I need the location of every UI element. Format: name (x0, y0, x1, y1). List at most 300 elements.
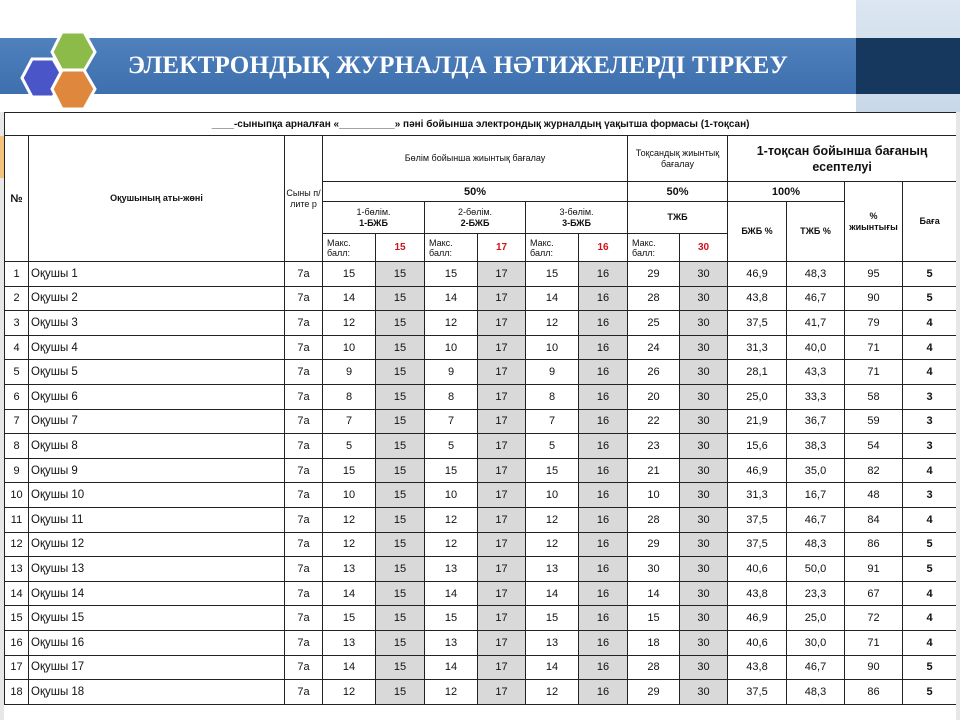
table-caption: ____-сыныпқа арналған «__________» пәні бойынша электрондық журналдың үақытша формасы (1-тоқсан) (5, 113, 957, 136)
score-section-1: 12 (323, 507, 376, 532)
final-grade: 5 (903, 557, 957, 582)
score-section-2: 7 (425, 409, 478, 434)
score-tjb: 24 (628, 335, 680, 360)
score-tjb: 28 (628, 286, 680, 311)
score-section-2: 15 (425, 262, 478, 287)
final-grade: 5 (903, 262, 957, 287)
class-letter: 7а (285, 360, 323, 385)
row-number: 9 (5, 458, 29, 483)
header-section-group: Бөлім бойынша жиынтық бағалау (323, 136, 628, 182)
max-section-3: 16 (579, 581, 628, 606)
score-section-1: 12 (323, 311, 376, 336)
row-number: 12 (5, 532, 29, 557)
max-section-3: 16 (579, 434, 628, 459)
bjb-percent: 37,5 (728, 507, 787, 532)
maks-label-2: Макс. балл: (425, 234, 478, 262)
table-row (5, 630, 957, 655)
total-percent: 67 (845, 581, 903, 606)
score-tjb: 30 (628, 557, 680, 582)
score-section-3: 15 (526, 606, 579, 631)
score-section-1: 12 (323, 680, 376, 705)
student-name: Оқушы 2 (29, 286, 285, 311)
header-section-1: 1-бөлім. 1-БЖБ (323, 202, 425, 234)
final-grade: 5 (903, 286, 957, 311)
header-class: Сыны п/лите р (285, 136, 323, 262)
bjb-percent: 31,3 (728, 483, 787, 508)
max-section-3: 16 (579, 630, 628, 655)
score-section-2: 9 (425, 360, 478, 385)
score-section-2: 5 (425, 434, 478, 459)
row-number: 10 (5, 483, 29, 508)
table-row (5, 458, 957, 483)
final-grade: 4 (903, 630, 957, 655)
max-score-3: 16 (579, 234, 628, 262)
bjb-percent: 40,6 (728, 557, 787, 582)
final-grade: 3 (903, 409, 957, 434)
max-section-1: 15 (376, 286, 425, 311)
class-letter: 7а (285, 606, 323, 631)
max-section-2: 17 (478, 262, 526, 287)
max-section-1: 15 (376, 384, 425, 409)
header-tjb: ТЖБ (628, 202, 728, 234)
score-section-1: 14 (323, 286, 376, 311)
score-tjb: 23 (628, 434, 680, 459)
score-tjb: 26 (628, 360, 680, 385)
tjb-percent: 23,3 (787, 581, 845, 606)
score-section-2: 15 (425, 606, 478, 631)
total-percent: 58 (845, 384, 903, 409)
table-row (5, 384, 957, 409)
max-section-1: 15 (376, 655, 425, 680)
bjb-percent: 43,8 (728, 581, 787, 606)
table-row (5, 507, 957, 532)
bjb-percent: 21,9 (728, 409, 787, 434)
student-name: Оқушы 14 (29, 581, 285, 606)
score-section-1: 7 (323, 409, 376, 434)
max-section-1: 15 (376, 311, 425, 336)
max-section-1: 15 (376, 483, 425, 508)
student-name: Оқушы 10 (29, 483, 285, 508)
max-section-2: 17 (478, 483, 526, 508)
total-percent: 82 (845, 458, 903, 483)
max-section-2: 17 (478, 581, 526, 606)
tjb-percent: 48,3 (787, 680, 845, 705)
score-section-2: 12 (425, 507, 478, 532)
score-section-1: 8 (323, 384, 376, 409)
student-rows (5, 262, 957, 705)
max-score-tjb: 30 (680, 234, 728, 262)
student-name: Оқушы 17 (29, 655, 285, 680)
max-section-3: 16 (579, 311, 628, 336)
max-tjb: 30 (680, 335, 728, 360)
max-section-1: 15 (376, 335, 425, 360)
max-tjb: 30 (680, 655, 728, 680)
max-section-2: 17 (478, 606, 526, 631)
table-row (5, 557, 957, 582)
score-section-1: 15 (323, 606, 376, 631)
student-name: Оқушы 3 (29, 311, 285, 336)
table-row (5, 483, 957, 508)
score-tjb: 10 (628, 483, 680, 508)
final-grade: 5 (903, 655, 957, 680)
table-row (5, 409, 957, 434)
score-section-3: 10 (526, 483, 579, 508)
max-section-3: 16 (579, 557, 628, 582)
student-name: Оқушы 12 (29, 532, 285, 557)
bjb-percent: 46,9 (728, 262, 787, 287)
score-section-3: 15 (526, 262, 579, 287)
table-row (5, 311, 957, 336)
score-section-3: 10 (526, 335, 579, 360)
student-name: Оқушы 15 (29, 606, 285, 631)
score-tjb: 29 (628, 532, 680, 557)
max-tjb: 30 (680, 532, 728, 557)
class-letter: 7а (285, 434, 323, 459)
score-section-1: 13 (323, 557, 376, 582)
score-section-3: 14 (526, 286, 579, 311)
score-section-1: 15 (323, 458, 376, 483)
score-section-3: 13 (526, 557, 579, 582)
row-number: 3 (5, 311, 29, 336)
max-section-2: 17 (478, 409, 526, 434)
max-tjb: 30 (680, 311, 728, 336)
row-number: 8 (5, 434, 29, 459)
maks-label-tjb: Макс. балл: (628, 234, 680, 262)
class-letter: 7а (285, 483, 323, 508)
max-section-1: 15 (376, 630, 425, 655)
student-name: Оқушы 4 (29, 335, 285, 360)
student-name: Оқушы 18 (29, 680, 285, 705)
table-row (5, 532, 957, 557)
row-number: 1 (5, 262, 29, 287)
max-tjb: 30 (680, 286, 728, 311)
max-section-2: 17 (478, 311, 526, 336)
max-tjb: 30 (680, 434, 728, 459)
total-percent: 91 (845, 557, 903, 582)
tjb-percent: 38,3 (787, 434, 845, 459)
student-name: Оқушы 6 (29, 384, 285, 409)
header-term-group: Тоқсандық жиынтық бағалау (628, 136, 728, 182)
max-section-3: 16 (579, 606, 628, 631)
score-tjb: 25 (628, 311, 680, 336)
tjb-percent: 50,0 (787, 557, 845, 582)
max-tjb: 30 (680, 458, 728, 483)
score-section-3: 9 (526, 360, 579, 385)
class-letter: 7а (285, 262, 323, 287)
score-section-3: 12 (526, 507, 579, 532)
max-section-2: 17 (478, 557, 526, 582)
row-number: 17 (5, 655, 29, 680)
total-percent: 72 (845, 606, 903, 631)
score-tjb: 14 (628, 581, 680, 606)
student-name: Оқушы 11 (29, 507, 285, 532)
score-section-1: 9 (323, 360, 376, 385)
total-percent: 48 (845, 483, 903, 508)
row-number: 15 (5, 606, 29, 631)
max-tjb: 30 (680, 360, 728, 385)
max-tjb: 30 (680, 557, 728, 582)
score-tjb: 15 (628, 606, 680, 631)
max-section-3: 16 (579, 262, 628, 287)
final-grade: 4 (903, 581, 957, 606)
max-tjb: 30 (680, 680, 728, 705)
max-section-1: 15 (376, 434, 425, 459)
max-section-2: 17 (478, 286, 526, 311)
max-section-3: 16 (579, 655, 628, 680)
max-section-2: 17 (478, 680, 526, 705)
max-section-3: 16 (579, 286, 628, 311)
max-tjb: 30 (680, 483, 728, 508)
total-percent: 71 (845, 630, 903, 655)
score-tjb: 20 (628, 384, 680, 409)
max-section-3: 16 (579, 680, 628, 705)
bjb-percent: 37,5 (728, 311, 787, 336)
header-section-2: 2-бөлім. 2-БЖБ (425, 202, 526, 234)
final-grade: 4 (903, 335, 957, 360)
score-section-2: 13 (425, 630, 478, 655)
header-tjb-pct: ТЖБ % (787, 202, 845, 262)
score-tjb: 29 (628, 262, 680, 287)
max-section-3: 16 (579, 360, 628, 385)
journal-table (4, 112, 956, 705)
max-section-1: 15 (376, 606, 425, 631)
score-section-1: 10 (323, 335, 376, 360)
total-percent: 59 (845, 409, 903, 434)
max-section-2: 17 (478, 532, 526, 557)
row-number: 18 (5, 680, 29, 705)
table-row (5, 262, 957, 287)
bjb-percent: 28,1 (728, 360, 787, 385)
score-tjb: 22 (628, 409, 680, 434)
max-tjb: 30 (680, 384, 728, 409)
tjb-percent: 40,0 (787, 335, 845, 360)
class-letter: 7а (285, 507, 323, 532)
score-section-2: 14 (425, 655, 478, 680)
class-letter: 7а (285, 335, 323, 360)
max-tjb: 30 (680, 606, 728, 631)
header-name: Оқушының аты-жөні (29, 136, 285, 262)
tjb-percent: 35,0 (787, 458, 845, 483)
max-section-1: 15 (376, 581, 425, 606)
score-section-3: 8 (526, 384, 579, 409)
class-letter: 7а (285, 532, 323, 557)
class-letter: 7а (285, 655, 323, 680)
final-grade: 4 (903, 311, 957, 336)
header-calc-group: 1-тоқсан бойынша бағаның есептелуі (728, 136, 957, 182)
tjb-percent: 41,7 (787, 311, 845, 336)
max-section-1: 15 (376, 360, 425, 385)
score-tjb: 18 (628, 630, 680, 655)
class-letter: 7а (285, 680, 323, 705)
max-section-1: 15 (376, 507, 425, 532)
row-number: 4 (5, 335, 29, 360)
max-section-2: 17 (478, 360, 526, 385)
class-letter: 7а (285, 581, 323, 606)
orange-hexagon-icon (52, 70, 95, 109)
score-section-1: 5 (323, 434, 376, 459)
bjb-percent: 46,9 (728, 606, 787, 631)
score-section-2: 14 (425, 286, 478, 311)
max-section-1: 15 (376, 532, 425, 557)
table-row (5, 606, 957, 631)
row-number: 5 (5, 360, 29, 385)
max-tjb: 30 (680, 630, 728, 655)
score-tjb: 28 (628, 655, 680, 680)
total-percent: 71 (845, 360, 903, 385)
green-hexagon-icon (52, 32, 95, 71)
class-letter: 7а (285, 557, 323, 582)
final-grade: 3 (903, 384, 957, 409)
bjb-percent: 43,8 (728, 286, 787, 311)
hexagon-logo-icon (10, 18, 122, 114)
score-section-1: 12 (323, 532, 376, 557)
score-section-3: 5 (526, 434, 579, 459)
max-section-3: 16 (579, 409, 628, 434)
score-section-3: 12 (526, 532, 579, 557)
tjb-percent: 30,0 (787, 630, 845, 655)
tjb-percent: 46,7 (787, 507, 845, 532)
row-number: 16 (5, 630, 29, 655)
max-score-1: 15 (376, 234, 425, 262)
student-name: Оқушы 1 (29, 262, 285, 287)
max-section-2: 17 (478, 507, 526, 532)
max-score-2: 17 (478, 234, 526, 262)
class-letter: 7а (285, 311, 323, 336)
max-section-2: 17 (478, 335, 526, 360)
row-number: 7 (5, 409, 29, 434)
max-section-1: 15 (376, 262, 425, 287)
score-section-3: 14 (526, 655, 579, 680)
max-tjb: 30 (680, 581, 728, 606)
score-section-3: 12 (526, 680, 579, 705)
student-name: Оқушы 7 (29, 409, 285, 434)
score-section-3: 13 (526, 630, 579, 655)
score-section-2: 12 (425, 532, 478, 557)
journal-sheet (4, 112, 956, 720)
max-section-3: 16 (579, 532, 628, 557)
score-section-1: 15 (323, 262, 376, 287)
tjb-percent: 46,7 (787, 286, 845, 311)
final-grade: 3 (903, 434, 957, 459)
table-row (5, 286, 957, 311)
row-number: 14 (5, 581, 29, 606)
header-section-3: 3-бөлім. 3-БЖБ (526, 202, 628, 234)
bjb-percent: 46,9 (728, 458, 787, 483)
score-section-1: 14 (323, 655, 376, 680)
max-section-1: 15 (376, 458, 425, 483)
total-percent: 86 (845, 680, 903, 705)
score-section-2: 13 (425, 557, 478, 582)
score-section-2: 14 (425, 581, 478, 606)
bjb-percent: 15,6 (728, 434, 787, 459)
tjb-percent: 25,0 (787, 606, 845, 631)
class-letter: 7а (285, 286, 323, 311)
bjb-percent: 43,8 (728, 655, 787, 680)
student-name: Оқушы 8 (29, 434, 285, 459)
class-letter: 7а (285, 384, 323, 409)
row-number: 11 (5, 507, 29, 532)
score-section-2: 12 (425, 311, 478, 336)
score-tjb: 29 (628, 680, 680, 705)
total-percent: 86 (845, 532, 903, 557)
max-section-1: 15 (376, 680, 425, 705)
total-percent: 90 (845, 286, 903, 311)
header-pct-50a: 50% (323, 182, 628, 202)
table-row (5, 680, 957, 705)
final-grade: 5 (903, 680, 957, 705)
max-tjb: 30 (680, 507, 728, 532)
score-section-3: 14 (526, 581, 579, 606)
score-section-1: 14 (323, 581, 376, 606)
final-grade: 5 (903, 532, 957, 557)
max-section-2: 17 (478, 655, 526, 680)
max-section-2: 17 (478, 458, 526, 483)
final-grade: 4 (903, 360, 957, 385)
score-section-1: 10 (323, 483, 376, 508)
score-section-2: 12 (425, 680, 478, 705)
bjb-percent: 25,0 (728, 384, 787, 409)
header-pct-50b: 50% (628, 182, 728, 202)
tjb-percent: 48,3 (787, 262, 845, 287)
tjb-percent: 36,7 (787, 409, 845, 434)
table-row (5, 360, 957, 385)
score-tjb: 21 (628, 458, 680, 483)
total-percent: 90 (845, 655, 903, 680)
final-grade: 3 (903, 483, 957, 508)
student-name: Оқушы 16 (29, 630, 285, 655)
score-section-3: 12 (526, 311, 579, 336)
tjb-percent: 33,3 (787, 384, 845, 409)
banner-dark-block (856, 38, 960, 94)
class-letter: 7а (285, 458, 323, 483)
row-number: 13 (5, 557, 29, 582)
tjb-percent: 16,7 (787, 483, 845, 508)
max-section-1: 15 (376, 557, 425, 582)
bjb-percent: 40,6 (728, 630, 787, 655)
header-bjb-pct: БЖБ % (728, 202, 787, 262)
maks-label-3: Макс. балл: (526, 234, 579, 262)
final-grade: 4 (903, 458, 957, 483)
table-row (5, 655, 957, 680)
header-num: № (5, 136, 29, 262)
total-percent: 71 (845, 335, 903, 360)
class-letter: 7а (285, 409, 323, 434)
final-grade: 4 (903, 606, 957, 631)
bjb-percent: 37,5 (728, 680, 787, 705)
score-section-3: 7 (526, 409, 579, 434)
max-section-1: 15 (376, 409, 425, 434)
score-section-3: 15 (526, 458, 579, 483)
score-tjb: 28 (628, 507, 680, 532)
bjb-percent: 37,5 (728, 532, 787, 557)
score-section-2: 8 (425, 384, 478, 409)
score-section-2: 10 (425, 335, 478, 360)
final-grade: 4 (903, 507, 957, 532)
total-percent: 79 (845, 311, 903, 336)
max-section-2: 17 (478, 434, 526, 459)
max-section-3: 16 (579, 384, 628, 409)
header-pct-100: 100% (728, 182, 845, 202)
max-section-3: 16 (579, 458, 628, 483)
score-section-2: 15 (425, 458, 478, 483)
tjb-percent: 46,7 (787, 655, 845, 680)
maks-label-1: Макс. балл: (323, 234, 376, 262)
max-tjb: 30 (680, 262, 728, 287)
header-grade: Баға (903, 182, 957, 262)
tjb-percent: 48,3 (787, 532, 845, 557)
header-total-pct: % жиынтығы (845, 182, 903, 262)
bjb-percent: 31,3 (728, 335, 787, 360)
